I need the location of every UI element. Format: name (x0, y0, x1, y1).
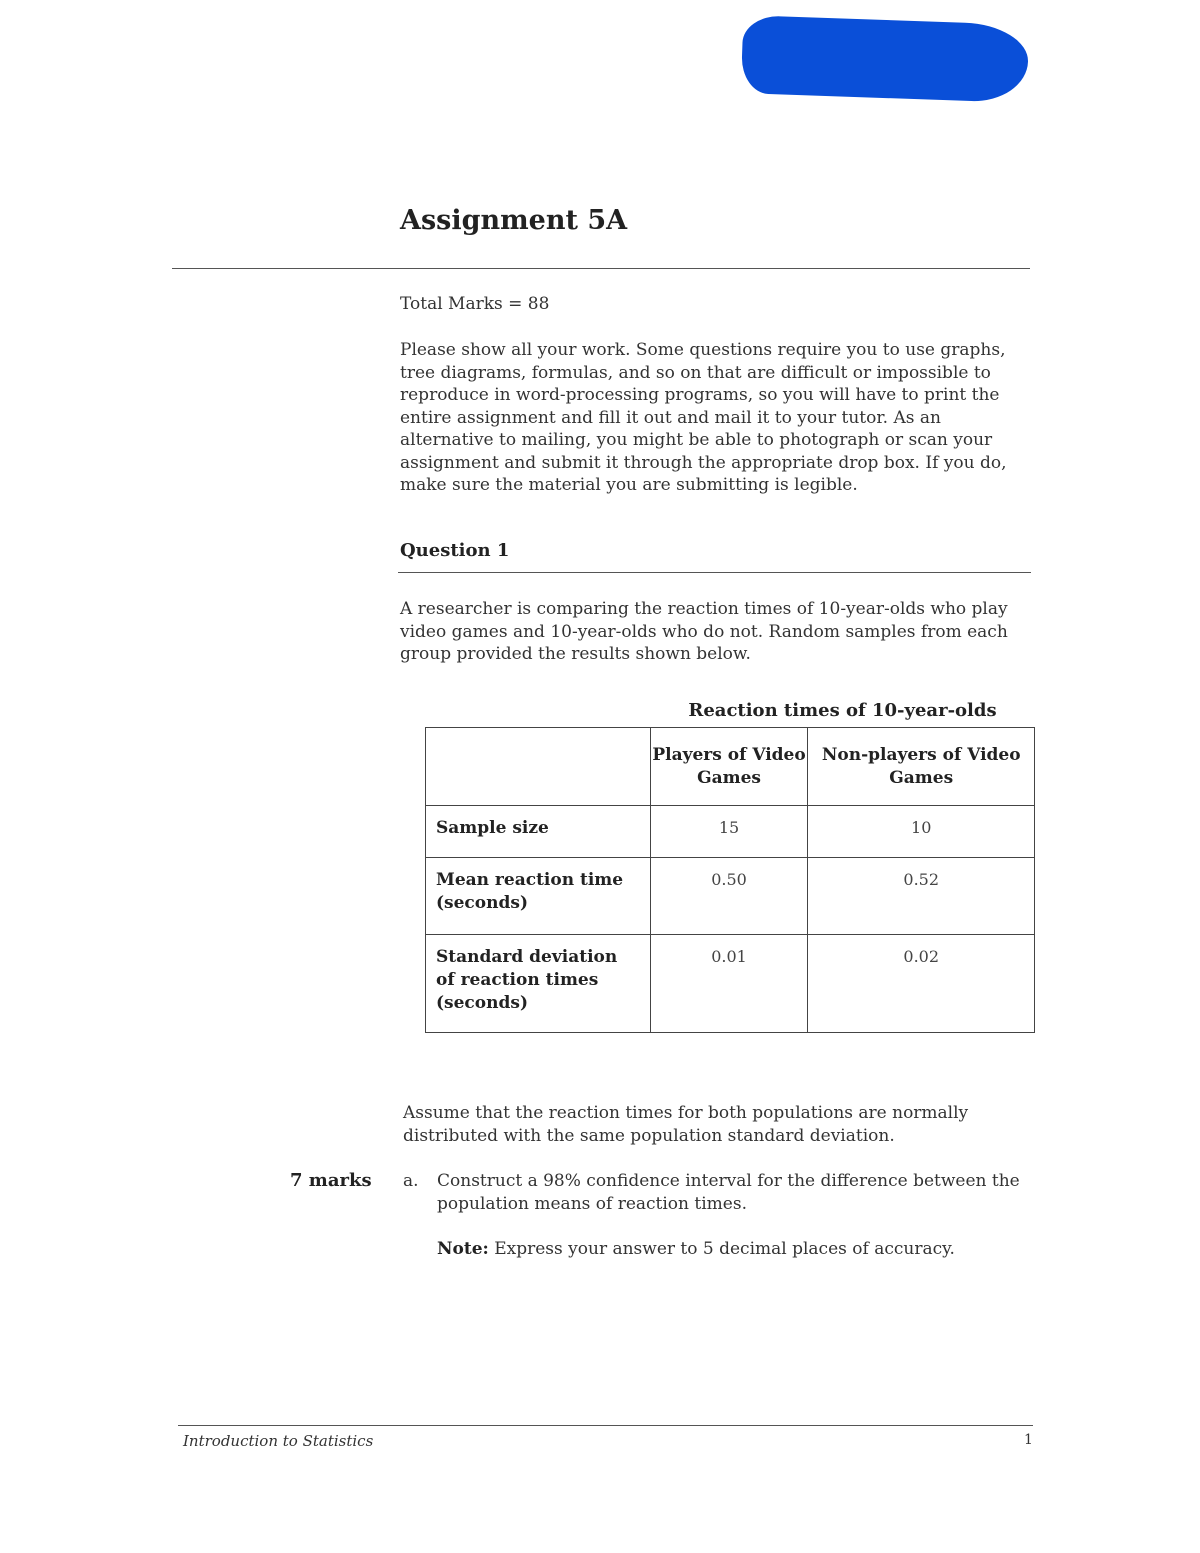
question-heading: Question 1 (400, 540, 510, 561)
page-number: 1 (1024, 1432, 1033, 1448)
cell-players-std-dev: 0.01 (650, 935, 808, 1033)
cell-non-players-mean: 0.52 (808, 858, 1035, 935)
cell-players-mean: 0.50 (650, 858, 808, 935)
row-label-std-dev: Standard deviation of reaction times (seconds) (426, 935, 651, 1033)
part-letter: a. (403, 1171, 419, 1191)
question-intro: A researcher is comparing the reaction times of 10-year-olds who play video games and 10-year-olds who do not. Random samples from each group provided the results shown below. (400, 599, 1008, 664)
row-label-sample-size: Sample size (426, 806, 651, 858)
cell-players-sample-size: 15 (650, 806, 808, 858)
table-header-players: Players of Video Games (650, 728, 808, 806)
table-header-empty (426, 728, 651, 806)
total-marks: Total Marks = 88 (400, 294, 550, 314)
footer-course: Introduction to Statistics (183, 1432, 374, 1450)
page-title: Assignment 5A (400, 205, 628, 236)
table-header-non-players: Non-players of Video Games (808, 728, 1035, 806)
assumption-paragraph: Assume that the reaction times for both populations are normally distributed with the same population standard deviation. (403, 1103, 969, 1146)
cell-non-players-sample-size: 10 (808, 806, 1035, 858)
table-caption: Reaction times of 10-year-olds (688, 700, 997, 721)
table-row (426, 935, 1035, 1033)
title-divider (172, 268, 1030, 269)
row-label-mean: Mean reaction time (seconds) (426, 858, 651, 935)
instructions-paragraph: Please show all your work. Some questions require you to use graphs, tree diagrams, formulas, and so on that are difficult or impossible to reproduce in word-processing programs, so you will have to print the entire assignment and fill it out and mail it to your tutor. As an alternative to mailing, you might be able to photograph or scan your assignment and submit it through the appropriate drop box. If you do, make sure the material you are submitting is legible. (400, 340, 1007, 495)
footer-divider (178, 1425, 1033, 1426)
marks-label: 7 marks (290, 1170, 372, 1191)
table-header-row (426, 728, 1035, 806)
part-a-text: Construct a 98% confidence interval for the difference between the population means of reaction times. (437, 1171, 1020, 1214)
redaction-mark (741, 15, 1030, 103)
table-row (426, 858, 1035, 935)
cell-non-players-std-dev: 0.02 (808, 935, 1035, 1033)
note (437, 1238, 1027, 1261)
question-divider (398, 572, 1031, 573)
note-text: Express your answer to 5 decimal places of accuracy. (488, 1239, 955, 1259)
note-label: Note: (437, 1239, 489, 1259)
reaction-times-table (425, 727, 1035, 1033)
table-row (426, 806, 1035, 858)
